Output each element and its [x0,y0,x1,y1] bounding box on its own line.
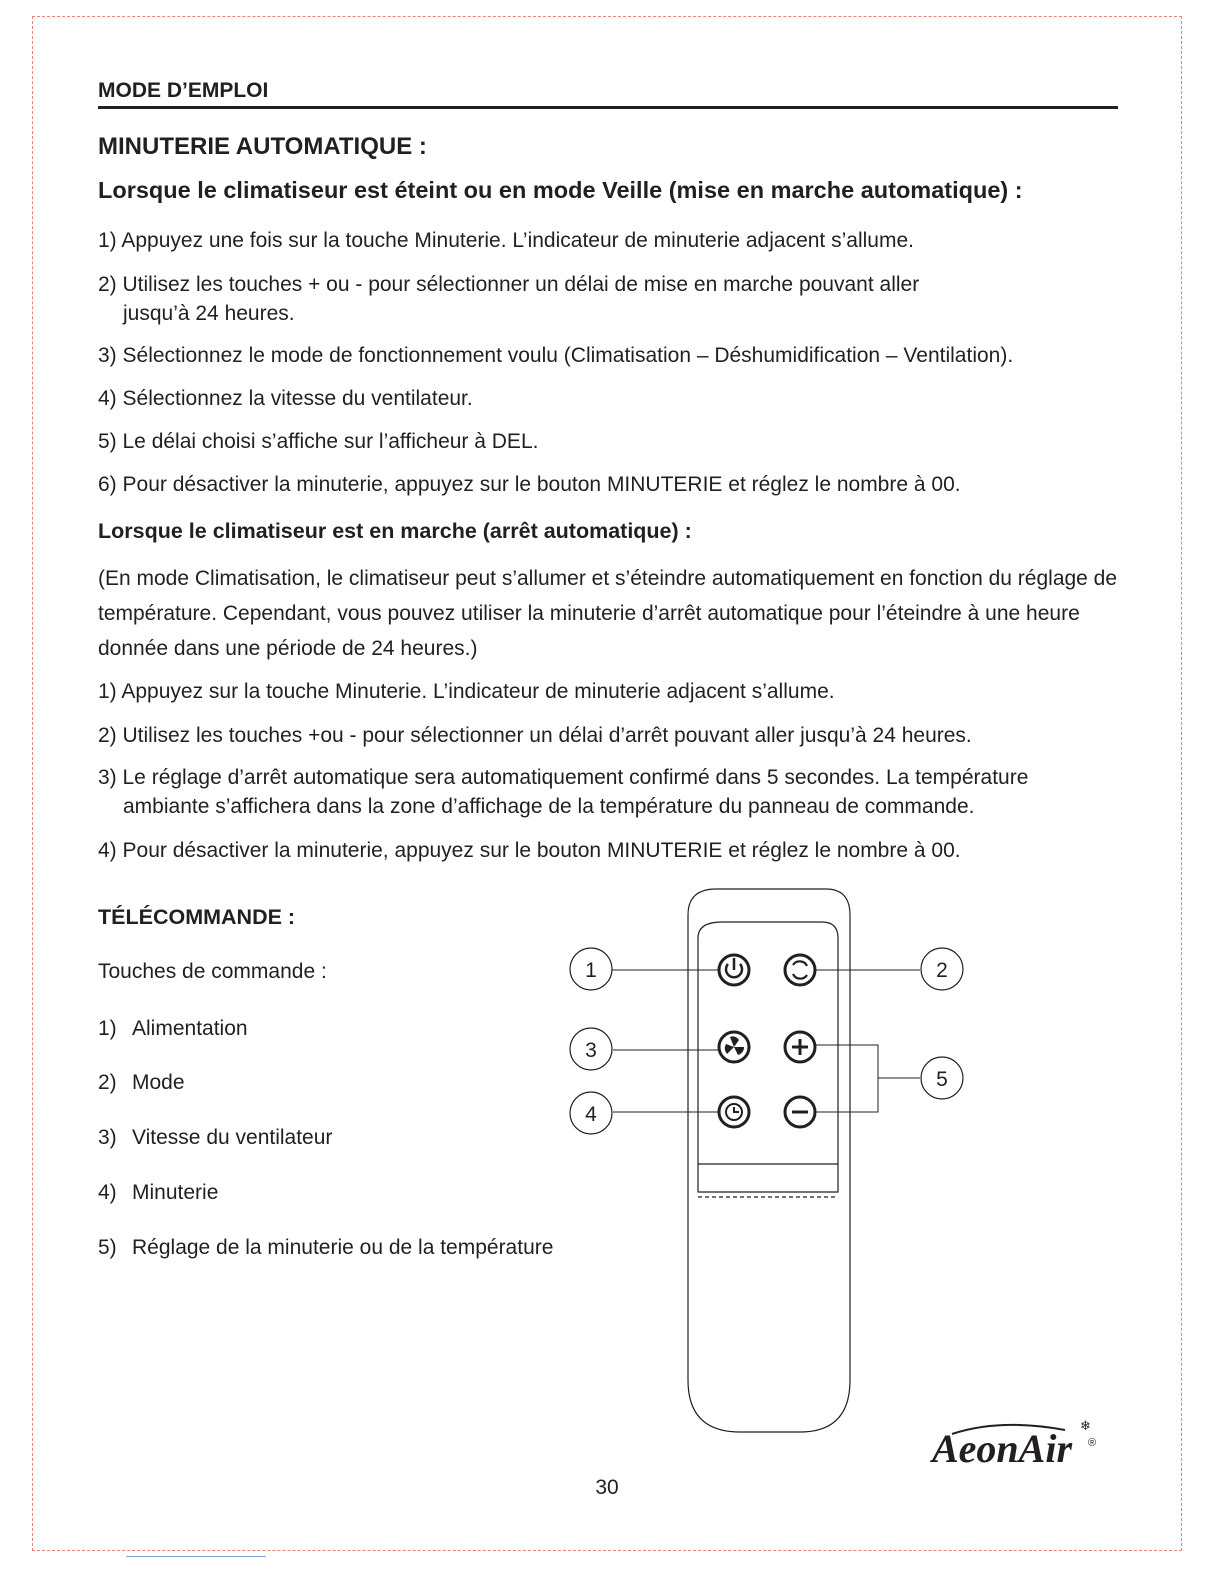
mode-button-icon [785,955,815,985]
timer-title: MINUTERIE AUTOMATIQUE : [98,133,427,160]
remote-key-1 [98,1017,248,1041]
brand-name: AeonAir [932,1426,1073,1468]
remote-key-number: 4) [98,1181,117,1204]
remote-key-4 [98,1181,218,1205]
power-button-icon [719,955,749,985]
remote-key-2 [98,1071,185,1095]
remote-intro: Touches de commande : [98,960,327,983]
callout-5: 5 [936,1068,948,1091]
remote-key-label: Alimentation [132,1017,248,1040]
timer-button-icon [719,1097,749,1127]
remote-key-number: 3) [98,1126,117,1149]
remote-title: TÉLÉCOMMANDE : [98,905,296,929]
off-step-4: 4) Sélectionnez la vitesse du ventilateur. [98,387,473,410]
off-step-2 [98,270,919,328]
remote-key-label: Minuterie [132,1181,219,1204]
minus-button-icon [785,1097,815,1127]
remote-key-label: Réglage de la minuterie ou de la température [132,1236,554,1259]
section-header: MODE D’EMPLOI [98,79,1118,109]
remote-key-number: 5) [98,1236,117,1259]
off-step-3: 3) Sélectionnez le mode de fonctionnement voulu (Climatisation – Déshumidification – Ventilation). [98,344,1014,367]
remote-panel [698,922,838,1192]
bottom-rule [126,1556,266,1557]
remote-key-3 [98,1126,332,1150]
remote-key-5 [98,1236,553,1260]
on-step-2: 2) Utilisez les touches +ou - pour sélectionner un délai d’arrêt pouvant aller jusqu’à 24 heures. [98,724,972,747]
on-step-3 [98,763,1028,821]
page-number: 30 [595,1476,619,1499]
off-step-2-line-1: 2) Utilisez les touches + ou - pour sélectionner un délai de mise en marche pouvant aller [98,273,920,296]
callout-2: 2 [936,959,948,982]
remote-key-label: Vitesse du ventilateur [132,1126,333,1149]
off-step-1: 1) Appuyez une fois sur la touche Minuterie. L’indicateur de minuterie adjacent s’allume. [98,229,914,252]
on-step-4: 4) Pour désactiver la minuterie, appuyez sur le bouton MINUTERIE et réglez le nombre à 00. [98,839,961,862]
callout-3: 3 [585,1039,597,1062]
fan-speed-button-icon [719,1032,749,1062]
remote-control-illustration [560,880,980,1450]
on-paragraph: (En mode Climatisation, le climatiseur peut s’allumer et s’éteindre automatiquement en fonction du réglage de température. Cependant, vous pouvez utiliser la minuterie d’arrêt automatique pour l’éteindre à une heure donnée dans une période de 24 heures.) [98,567,1118,660]
off-step-2-line-2: jusqu’à 24 heures. [123,302,295,325]
snowflake-icon: ❄ [1080,1419,1091,1434]
leader-line-5 [816,1045,878,1112]
remote-key-number: 2) [98,1071,117,1094]
remote-key-label: Mode [132,1071,185,1094]
off-step-5: 5) Le délai choisi s’affiche sur l’afficheur à DEL. [98,430,539,453]
off-subtitle: Lorsque le climatiseur est éteint ou en mode Veille (mise en marche automatique) : [98,177,1023,203]
on-step-1: 1) Appuyez sur la touche Minuterie. L’indicateur de minuterie adjacent s’allume. [98,680,835,703]
aeonair-logo [930,1418,1100,1468]
on-subtitle: Lorsque le climatiseur est en marche (arrêt automatique) : [98,519,692,543]
registered-mark: ® [1088,1437,1097,1449]
off-step-6: 6) Pour désactiver la minuterie, appuyez sur le bouton MINUTERIE et réglez le nombre à 00. [98,473,961,496]
callout-4: 4 [585,1103,597,1126]
remote-key-number: 1) [98,1017,117,1040]
on-step-3-line-2: ambiante s’affichera dans la zone d’affichage de la température du panneau de commande. [123,795,975,818]
on-step-3-line-1: 3) Le réglage d’arrêt automatique sera automatiquement confirmé dans 5 secondes. La température [98,766,1029,789]
callout-1: 1 [585,959,597,982]
plus-button-icon [785,1032,815,1062]
